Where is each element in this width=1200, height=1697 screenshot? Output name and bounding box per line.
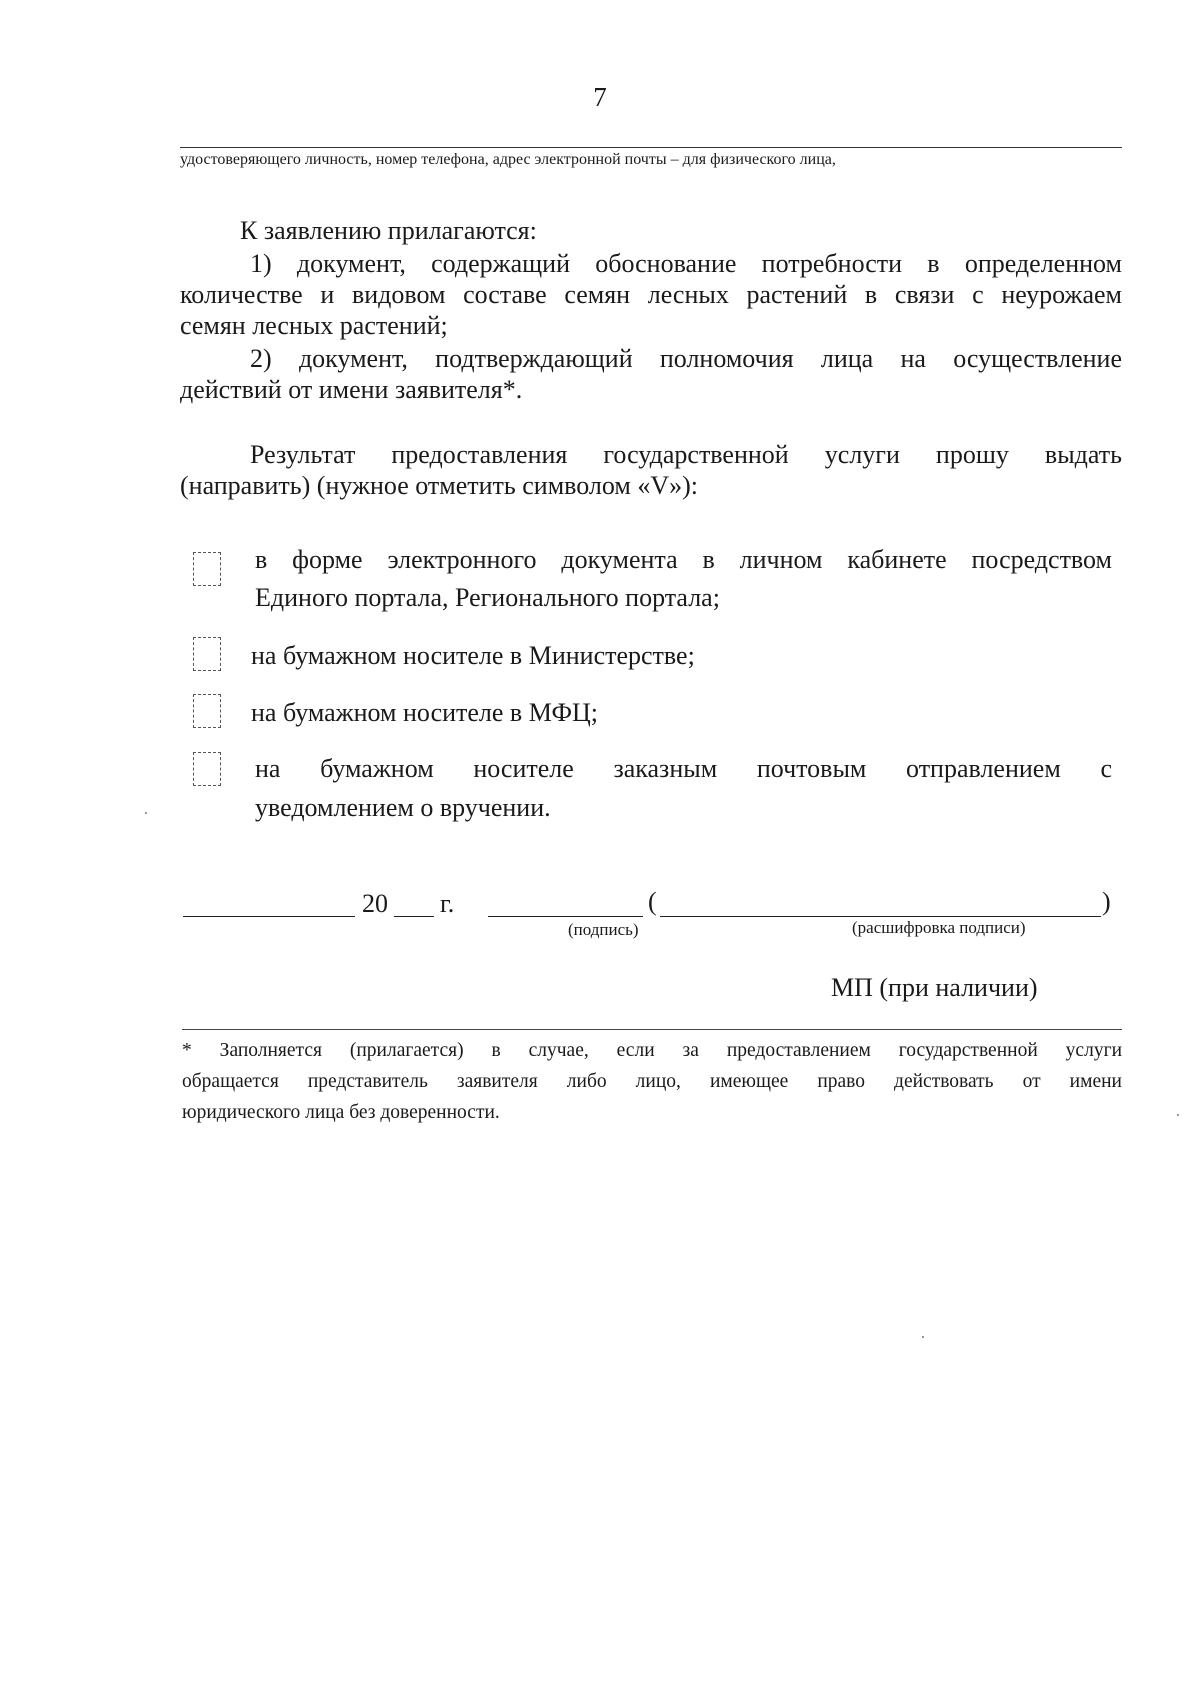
decoding-line (660, 916, 1101, 917)
result-line-2: (направить) (нужное отметить символом «V»): (180, 471, 699, 500)
result-line-1: Результат предоставления государственной услуги прошу выдать (250, 440, 1122, 469)
attachment-item-2-line-2: действий от имени заявителя*. (180, 375, 523, 404)
scan-speck (1177, 1114, 1179, 1116)
date-year-prefix: 20 (362, 889, 388, 918)
signature-caption: (подпись) (568, 920, 639, 939)
top-note: удостоверяющего личность, номер телефона, адрес электронной почты – для физического лица, (180, 151, 836, 168)
date-year-suffix: г. (440, 889, 455, 918)
option-mail-checkbox[interactable] (193, 752, 221, 786)
decoding-open-paren: ( (648, 887, 657, 916)
decoding-close-paren: ) (1102, 887, 1111, 916)
attachments-heading: К заявлению прилагаются: (240, 216, 537, 245)
date-year-line (394, 916, 434, 917)
footnote-line-1: * Заполняется (прилагается) в случае, если за предоставлением государственной услуги (182, 1040, 1122, 1061)
attachment-item-1-line-1: 1) документ, содержащий обоснование потребности в определенном (250, 249, 1122, 278)
option-electronic-line-1: в форме электронного документа в личном кабинете посредством (255, 545, 1112, 574)
scan-speck (145, 812, 147, 814)
option-mail-line-2: уведомлением о вручении. (255, 793, 551, 822)
stamp-note: МП (при наличии) (831, 973, 1038, 1002)
date-day-month-line (183, 916, 355, 917)
scan-speck (922, 1336, 924, 1338)
footnote-line-3: юридического лица без доверенности. (182, 1102, 500, 1123)
footnote-line-2: обращается представитель заявителя либо лицо, имеющее право действовать от имени (182, 1071, 1122, 1092)
option-electronic-checkbox[interactable] (193, 552, 221, 586)
signature-line (488, 916, 643, 917)
option-mfc-checkbox[interactable] (193, 694, 221, 728)
option-mfc-label: на бумажном носителе в МФЦ; (251, 698, 599, 727)
option-mail-line-1: на бумажном носителе заказным почтовым отправлением с (255, 754, 1112, 783)
attachment-item-1-line-2: количестве и видовом составе семян лесных растений в связи с неурожаем (180, 280, 1122, 309)
top-divider (180, 147, 1122, 148)
option-ministry-label: на бумажном носителе в Министерстве; (251, 641, 695, 670)
attachment-item-1-line-3: семян лесных растений; (180, 311, 448, 340)
page-number: 7 (593, 82, 607, 112)
attachment-item-2-line-1: 2) документ, подтверждающий полномочия лица на осуществление (250, 344, 1122, 373)
option-ministry-checkbox[interactable] (193, 637, 221, 671)
footnote-divider (182, 1029, 1122, 1030)
option-electronic-line-2: Единого портала, Регионального портала; (255, 583, 720, 612)
decoding-caption: (расшифровка подписи) (852, 918, 1026, 937)
